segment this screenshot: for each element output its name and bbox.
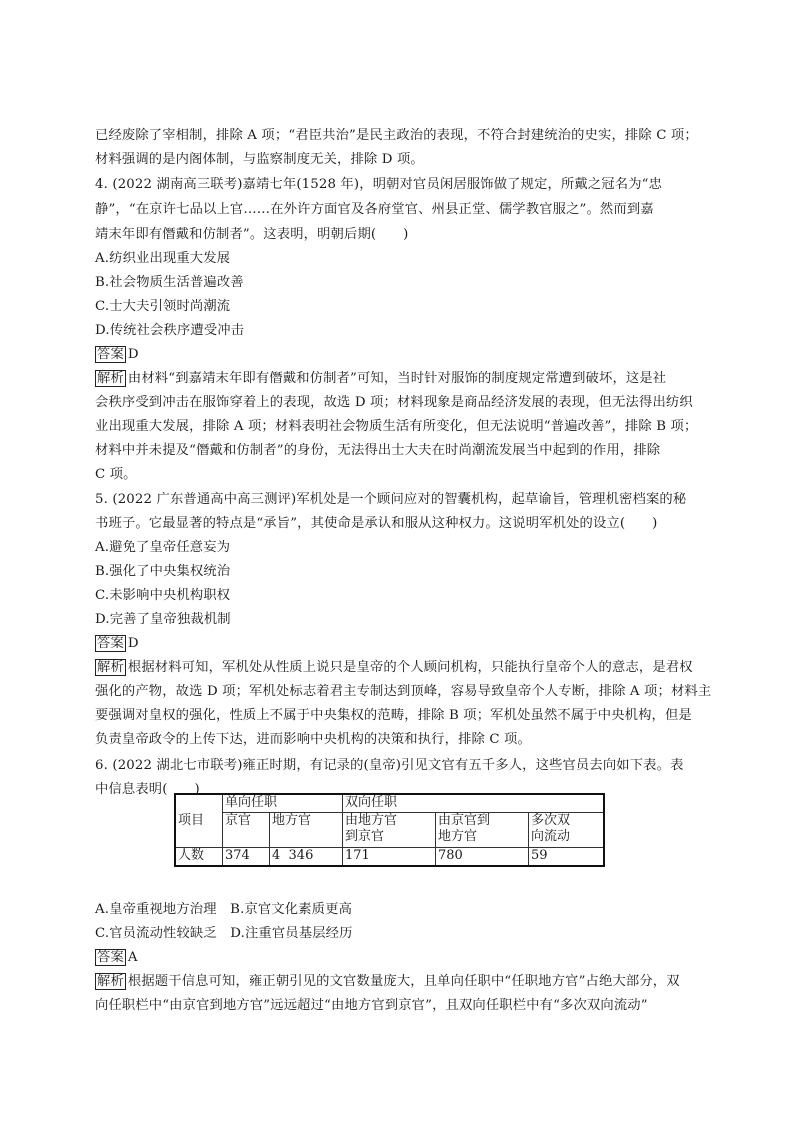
table-cell: 374 [223, 848, 270, 867]
analysis-label: 解析 [97, 371, 124, 386]
answer-value: A [127, 950, 138, 965]
question-4-analysis: 解析 由材料“到嘉靖末年即有僭戴和仿制者”可知，当时针对服饰的制度规定常遭到破坏，这是社 [97, 371, 667, 386]
table-col-header: 由京官到 地方官 [436, 813, 529, 848]
analysis-line: 强化的产物，故选 D 项；军机处标志着君主专制达到顶峰，容易导致皇帝个人专断，排除 A 项；材料主 [95, 684, 712, 699]
question-4-stem: 靖末年即有僭戴和仿制者”。这表明，明朝后期( ) [95, 227, 409, 242]
table-cell: 780 [436, 848, 529, 867]
question-5-analysis: 解析 根据材料可知，军机处从性质上说只是皇帝的个人顾问机构，只能执行皇帝个人的意志，是君权 [97, 660, 693, 675]
question-6-stem: 中信息表明( ) [95, 782, 200, 797]
question-5-option: A.避免了皇帝任意妄为 [95, 540, 231, 555]
table-cell: 4 346 [270, 848, 343, 867]
table-row-label: 人数 [175, 848, 223, 867]
question-6-options: A.皇帝重视地方治理 B.京官文化素质更高 [95, 902, 353, 917]
answer-label: 答案 [97, 950, 124, 965]
table-row-header: 项目 [175, 794, 223, 848]
analysis-line: 会秩序受到冲击在服饰穿着上的表现，故选 D 项；材料现象是商品经济发展的表现，但无法得出纺织 [95, 395, 693, 410]
question-4-stem: 静”，“在京许七品以上官……在外许方面官及各府堂官、州县正堂、儒学教官服之”。然而到嘉 [95, 202, 654, 217]
analysis-line: 向任职栏中“由京官到地方官”远远超过“由地方官到京官”，且双向任职栏中有“多次双向流动” [95, 998, 648, 1013]
question-4-option: C.士大夫引领时尚潮流 [95, 299, 231, 314]
question-4-stem: 4. (2022 湖南高三联考)嘉靖七年(1528 年)，明朝对官员闲居服饰做了规定，所戴之冠名为“忠 [95, 177, 663, 192]
question-5-stem: 5. (2022 广东普通高中高三测评)军机处是一个顾问应对的智囊机构，起草谕旨，管理机密档案的秘 [95, 492, 687, 507]
question-6-stem: 6. (2022 湖北七市联考)雍正时期，有记录的(皇帝)引见文官有五千多人，这些官员去向如下表。表 [95, 758, 684, 773]
question-6-options: C.官员流动性较缺乏 D.注重官员基层经历 [95, 926, 353, 941]
question-5-answer [95, 635, 139, 653]
answer-label: 答案 [97, 636, 124, 651]
answer-value: D [127, 347, 139, 362]
answer-value: D [127, 636, 139, 651]
analysis-line: C 项。 [95, 467, 137, 482]
table-cell: 171 [343, 848, 436, 867]
question-4-option: B.社会物质生活普遍改善 [95, 275, 244, 290]
answer-label: 答案 [97, 347, 124, 362]
question-6-analysis: 解析 根据题干信息可知，雍正朝引见的文官数量庞大，且单向任职中“任职地方官”占绝大部分，双 [97, 974, 680, 989]
table-group-header: 单向任职 [223, 794, 343, 813]
analysis-label: 解析 [97, 660, 124, 675]
question-5-option: B.强化了中央集权统治 [95, 564, 231, 579]
analysis-line: 负责皇帝政令的上传下达，进而影响中央机构的决策和执行，排除 C 项。 [95, 732, 531, 747]
table-col-header: 由地方官 到京官 [343, 813, 436, 848]
question-4-option: D.传统社会秩序遭受冲击 [95, 323, 245, 338]
intro-line: 材料强调的是内阁体制，与监察制度无关，排除 D 项。 [95, 152, 424, 167]
officials-table [174, 793, 605, 867]
analysis-label: 解析 [97, 974, 124, 989]
table-col-header: 地方官 [270, 813, 343, 848]
analysis-line: 要强调对皇权的强化，性质上不属于中央集权的范畴，排除 B 项；军机处虽然不属于中央机构，但是 [95, 708, 692, 723]
analysis-line: 业出现重大发展，排除 A 项；材料表明社会物质生活有所变化，但无法说明“普遍改善”，排除 B 项； [95, 419, 698, 434]
table-cell: 59 [529, 848, 605, 867]
question-5-option: C.未影响中央机构职权 [95, 588, 231, 603]
analysis-line: 材料中并未提及“僭戴和仿制者”的身份，无法得出士大夫在时尚潮流发展当中起到的作用，排除 [95, 443, 661, 458]
intro-line: 已经废除了宰相制，排除 A 项；“君臣共治”是民主政治的表现，不符合封建统治的史实，排除 C 项； [95, 128, 698, 143]
question-5-stem: 书班子。它最显著的特点是“承旨”，其使命是承认和服从这种权力。这说明军机处的设立( ) [95, 516, 658, 531]
question-4-option: A.纺织业出现重大发展 [95, 251, 231, 266]
table-group-header: 双向任职 [343, 794, 605, 813]
table-col-header: 多次双 向流动 [529, 813, 605, 848]
question-6-answer [95, 949, 138, 967]
question-4-answer [95, 346, 139, 364]
table-col-header: 京官 [223, 813, 270, 848]
question-5-option: D.完善了皇帝独裁机制 [95, 612, 231, 627]
